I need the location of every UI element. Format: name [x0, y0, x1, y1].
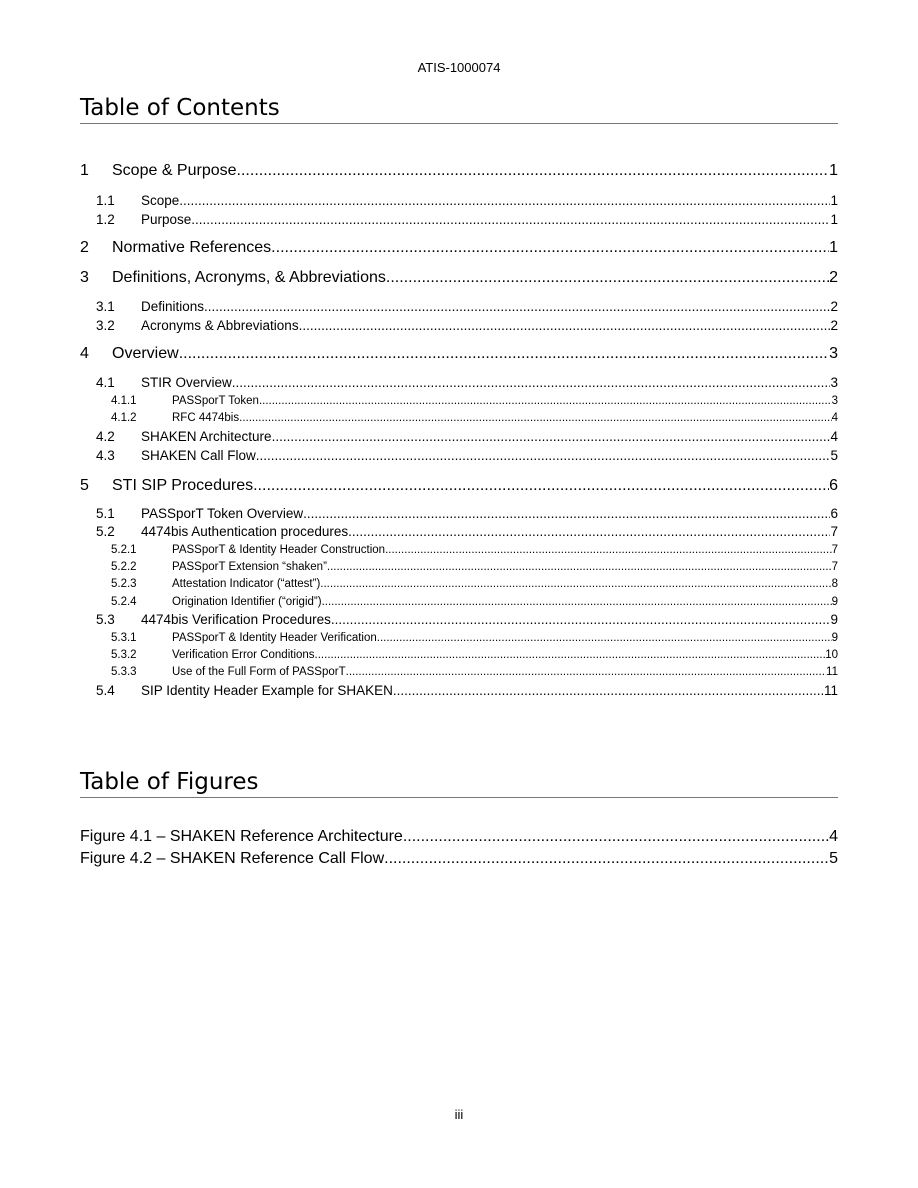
entry-number: 1 — [80, 162, 89, 179]
toc-entry-5-2-2[interactable] — [80, 561, 838, 573]
toc-entry-5-2-4[interactable] — [80, 596, 838, 608]
dot-leader — [315, 649, 826, 661]
toc-entry-3-1[interactable] — [80, 299, 838, 314]
entry-page: 5 — [830, 448, 838, 463]
dot-leader — [239, 412, 831, 424]
entry-number: 4.1 — [96, 375, 115, 390]
entry-number: 2 — [80, 239, 89, 256]
entry-title: SHAKEN Call Flow — [141, 448, 256, 463]
dot-leader — [204, 299, 830, 314]
entry-number: 4.1.1 — [111, 395, 137, 407]
entry-number: 5.3 — [96, 612, 115, 627]
entry-number: 5.2 — [96, 524, 115, 539]
entry-title: STI SIP Procedures — [112, 477, 254, 494]
entry-number: 5.3.2 — [111, 649, 137, 661]
entry-page: 3 — [831, 395, 838, 407]
entry-title: PASSporT Token Overview — [141, 506, 304, 521]
entry-number: 5.2.2 — [111, 561, 137, 573]
entry-number: 5.3.3 — [111, 666, 137, 678]
toc-entry-3[interactable] — [80, 269, 838, 287]
entry-page: 6 — [830, 506, 838, 521]
entry-title: Definitions — [141, 299, 205, 314]
entry-title: Figure 4.1 – SHAKEN Reference Architecture — [80, 828, 403, 845]
toc-entry-4-1[interactable] — [80, 375, 838, 390]
entry-number: 4.3 — [96, 448, 115, 463]
dot-leader — [237, 162, 830, 180]
toc-entry-5-3-3[interactable] — [80, 666, 838, 678]
entry-title: Use of the Full Form of PASSporT — [172, 666, 346, 678]
entry-title: RFC 4474bis — [172, 412, 240, 424]
entry-title: PASSporT & Identity Header Verification — [172, 632, 377, 644]
entry-title: SHAKEN Architecture — [141, 429, 272, 444]
entry-page: 2 — [830, 318, 838, 333]
dot-leader — [320, 578, 831, 590]
dot-leader — [272, 429, 831, 444]
entry-page: 11 — [823, 683, 838, 698]
entry-title: PASSporT Token — [172, 395, 259, 407]
document-id-header: ATIS-1000074 — [417, 60, 501, 75]
entry-page: 1 — [829, 239, 838, 256]
entry-number: 4.2 — [96, 429, 115, 444]
entry-number: 5.2.1 — [111, 544, 137, 556]
toc-entry-5-3-1[interactable] — [80, 632, 838, 644]
entry-page: 4 — [831, 412, 838, 424]
dot-leader — [256, 448, 831, 463]
dot-leader — [331, 612, 831, 627]
dot-leader — [253, 477, 829, 495]
entry-title: Verification Error Conditions — [172, 649, 315, 661]
entry-page: 9 — [830, 612, 838, 627]
entry-page: 4 — [829, 828, 838, 845]
dot-leader — [384, 850, 829, 868]
toc-entry-5-3-2[interactable] — [80, 649, 838, 661]
dot-leader — [179, 345, 829, 363]
entry-title: Scope — [141, 193, 180, 208]
toc-entry-3-2[interactable] — [80, 318, 838, 333]
dot-leader — [327, 561, 832, 573]
entry-number: 3 — [80, 269, 89, 286]
dot-leader — [348, 524, 830, 539]
dot-leader — [232, 375, 831, 390]
entry-number: 3.1 — [96, 299, 115, 314]
dot-leader — [191, 212, 830, 227]
toc-entry-5[interactable] — [80, 477, 838, 495]
entry-title: Origination Identifier (“origid”) — [172, 596, 322, 608]
dot-leader — [403, 828, 829, 846]
dot-leader — [259, 395, 832, 407]
toc-entry-4[interactable] — [80, 345, 838, 363]
entry-title: Normative References — [112, 239, 272, 256]
entry-title: Purpose — [141, 212, 192, 227]
tof-heading: Table of Figures — [80, 769, 838, 798]
entry-title: Figure 4.2 – SHAKEN Reference Call Flow — [80, 850, 385, 867]
entry-number: 5.1 — [96, 506, 115, 521]
entry-number: 5.2.4 — [111, 596, 137, 608]
toc-entry-4-1-1[interactable] — [80, 395, 838, 407]
dot-leader — [322, 596, 832, 608]
dot-leader — [299, 318, 831, 333]
dot-leader — [385, 544, 832, 556]
entry-title: 4474bis Verification Procedures — [141, 612, 331, 627]
entry-page: 8 — [831, 578, 838, 590]
entry-title: Scope & Purpose — [112, 162, 237, 179]
entry-page: 7 — [831, 544, 838, 556]
entry-number: 4 — [80, 345, 89, 362]
entry-page: 6 — [829, 477, 838, 494]
toc-entry-5-2-3[interactable] — [80, 578, 838, 590]
figure-entry-4-1[interactable] — [80, 828, 838, 846]
entry-page: 9 — [831, 596, 838, 608]
entry-number: 1.1 — [96, 193, 115, 208]
toc-entry-5-3[interactable] — [80, 612, 838, 627]
toc-entry-4-1-2[interactable] — [80, 412, 838, 424]
entry-number: 5.2.3 — [111, 578, 137, 590]
toc-entry-5-4[interactable] — [80, 683, 838, 698]
entry-page: 1 — [830, 212, 838, 227]
entry-page: 3 — [830, 375, 838, 390]
entry-page: 4 — [830, 429, 838, 444]
entry-page: 10 — [825, 649, 838, 661]
dot-leader — [393, 683, 824, 698]
entry-number: 3.2 — [96, 318, 115, 333]
entry-title: SIP Identity Header Example for SHAKEN — [141, 683, 393, 698]
entry-number: 5.3.1 — [111, 632, 137, 644]
toc-entry-1-1[interactable] — [80, 193, 838, 208]
toc-heading: Table of Contents — [80, 95, 838, 124]
figure-entry-4-2[interactable] — [80, 850, 838, 868]
entry-page: 11 — [826, 666, 838, 678]
toc-entry-5-2-1[interactable] — [80, 544, 838, 556]
entry-page: 1 — [829, 162, 838, 179]
entry-number: 5.4 — [96, 683, 115, 698]
toc-entry-2[interactable] — [80, 239, 838, 257]
toc-entry-1[interactable] — [80, 162, 838, 180]
entry-number: 1.2 — [96, 212, 115, 227]
dot-leader — [377, 632, 832, 644]
entry-page: 2 — [829, 269, 838, 286]
entry-page: 9 — [831, 632, 838, 644]
entry-page: 7 — [831, 561, 838, 573]
entry-page: 7 — [830, 524, 838, 539]
entry-page: 2 — [830, 299, 838, 314]
entry-title: STIR Overview — [141, 375, 232, 390]
entry-page: 1 — [830, 193, 838, 208]
entry-title: Acronyms & Abbreviations — [141, 318, 299, 333]
page-number-footer: iii — [454, 1107, 464, 1122]
entry-title: PASSporT Extension “shaken” — [172, 561, 327, 573]
dot-leader — [303, 506, 830, 521]
dot-leader — [386, 269, 829, 287]
toc-entry-4-2[interactable] — [80, 429, 838, 444]
dot-leader — [346, 666, 826, 678]
entry-title: Overview — [112, 345, 179, 362]
entry-title: Definitions, Acronyms, & Abbreviations — [112, 269, 386, 286]
entry-number: 4.1.2 — [111, 412, 137, 424]
entry-title: Attestation Indicator (“attest”) — [172, 578, 321, 590]
entry-title: PASSporT & Identity Header Construction — [172, 544, 386, 556]
toc-entry-1-2[interactable] — [80, 212, 838, 227]
dot-leader — [271, 239, 829, 257]
entry-page: 5 — [829, 850, 838, 867]
toc-entry-5-2[interactable] — [80, 524, 838, 539]
entry-number: 5 — [80, 477, 89, 494]
entry-page: 3 — [829, 345, 838, 362]
toc-entry-5-1[interactable] — [80, 506, 838, 521]
dot-leader — [179, 193, 830, 208]
entry-title: 4474bis Authentication procedures — [141, 524, 349, 539]
toc-entry-4-3[interactable] — [80, 448, 838, 463]
